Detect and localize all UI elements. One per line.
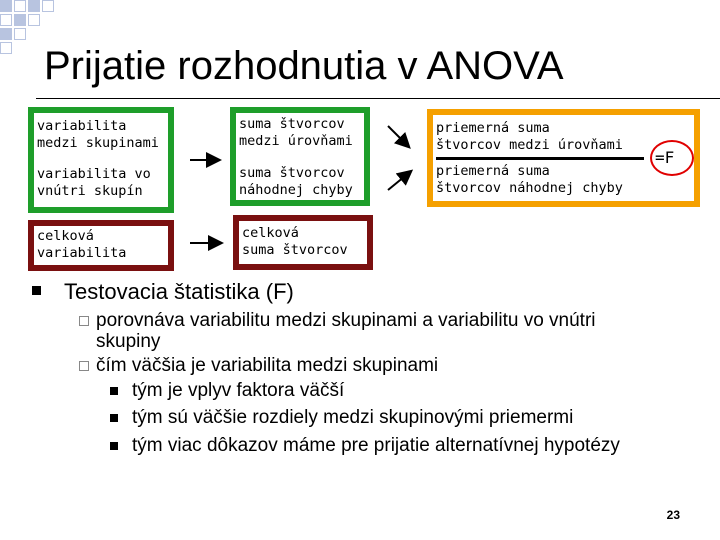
sub-bullet-1-line-2: skupiny <box>96 331 161 352</box>
ms-between-label: priemerná suma štvorcov medzi úrovňami <box>436 120 623 153</box>
bullet-square-icon <box>110 414 118 422</box>
between-variability-label: variabilita medzi skupinami <box>37 118 159 151</box>
within-variability-label: variabilita vo vnútri skupín <box>37 166 151 199</box>
arrow-ss-within-to-ms <box>388 172 410 190</box>
hollow-bullet-icon <box>79 361 89 371</box>
sub-sub-bullet-3: tým viac dôkazov máme pre prijatie alternatívnej hypotézy <box>132 435 620 456</box>
sub-bullet-2: čím väčšia je variabilita medzi skupinami <box>96 355 439 376</box>
slide-title: Prijatie rozhodnutia v ANOVA <box>44 44 564 88</box>
bullet-square-icon <box>32 286 41 295</box>
bullet-square-icon <box>110 442 118 450</box>
hollow-bullet-icon <box>79 316 89 326</box>
bullet-square-icon <box>110 387 118 395</box>
ss-between-label: suma štvorcov medzi úrovňami <box>239 116 353 149</box>
main-bullet-text: Testovacia štatistika (F) <box>64 279 294 304</box>
sub-sub-bullet-1: tým je vplyv faktora väčší <box>132 380 345 401</box>
f-ratio-label: =F <box>655 148 675 167</box>
page-number: 23 <box>666 508 680 522</box>
total-variability-label: celková variabilita <box>37 228 127 261</box>
sub-bullet-1-line-1: porovnáva variabilitu medzi skupinami a variabilitu vo vnútri <box>96 310 596 331</box>
sub-sub-bullet-2: tým sú väčšie rozdiely medzi skupinovými priemermi <box>132 407 574 428</box>
arrow-ss-between-to-ms <box>388 126 408 146</box>
ss-total-label: celková suma štvorcov <box>242 225 348 258</box>
ss-within-label: suma štvorcov náhodnej chyby <box>239 165 353 198</box>
ms-within-label: priemerná suma štvorcov náhodnej chyby <box>436 163 623 196</box>
